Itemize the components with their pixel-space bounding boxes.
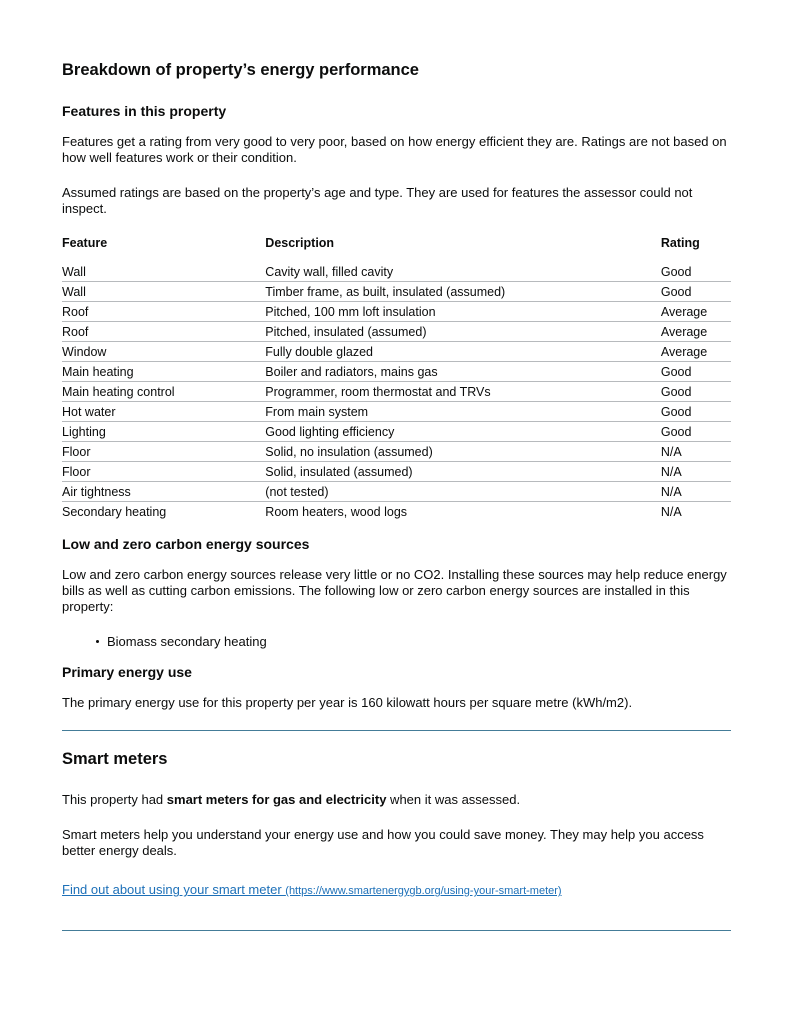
feature-cell: Main heating control — [62, 382, 265, 402]
smart-meter-link-url: (https://www.smartenergygb.org/using-your-smart-meter) — [285, 885, 562, 898]
smart-meter-link-label: Find out about using your smart meter — [62, 882, 286, 898]
feature-cell: Floor — [62, 442, 265, 462]
feature-cell: Wall — [62, 262, 265, 282]
feature-column-header: Feature — [62, 236, 108, 251]
description-cell: Good lighting efficiency — [265, 422, 661, 442]
rating-cell: N/A — [660, 505, 682, 520]
description-cell: Cavity wall, filled cavity — [265, 262, 661, 282]
table-row — [62, 342, 731, 362]
rating-cell: Good — [661, 422, 731, 442]
smart-meters-text-suffix: when it was assessed. — [386, 792, 521, 808]
feature-cell: Lighting — [62, 422, 265, 442]
table-row — [62, 302, 731, 322]
table-header-row — [62, 236, 731, 262]
rating-cell: N/A — [661, 462, 731, 482]
description-cell: Programmer, room thermostat and TRVs — [265, 382, 661, 402]
feature-cell: Secondary heating — [62, 505, 167, 520]
description-cell: Fully double glazed — [265, 342, 661, 362]
features-paragraph-1: Features get a rating from very good to very poor, based on how energy efficient they are. Ratings are not based on how well features work or their condition. — [62, 134, 727, 166]
feature-cell: Roof — [62, 302, 265, 322]
description-cell: Solid, no insulation (assumed) — [265, 442, 661, 462]
rating-cell: Good — [661, 402, 731, 422]
table-row — [62, 482, 731, 502]
low-carbon-paragraph: Low and zero carbon energy sources release very little or no CO2. Installing these sources may help reduce energy bills as well as cutting carbon emissions. The following low or zero carbon energy sources are installed in this property: — [62, 567, 727, 615]
section-divider — [62, 930, 731, 931]
description-column-header: Description — [265, 236, 335, 251]
feature-cell: Hot water — [62, 402, 265, 422]
rating-cell: Average — [661, 322, 731, 342]
rating-cell: N/A — [661, 442, 731, 462]
low-carbon-list — [62, 634, 731, 650]
description-cell: Pitched, insulated (assumed) — [265, 322, 661, 342]
smart-meters-bold-text: smart meters for gas and electricity — [166, 792, 387, 808]
rating-cell: Good — [661, 282, 731, 302]
features-paragraph-2: Assumed ratings are based on the property’s age and type. They are used for features the assessor could not inspect. — [62, 185, 693, 217]
table-row — [62, 422, 731, 442]
feature-cell: Air tightness — [62, 482, 265, 502]
smart-meter-link-row — [62, 881, 731, 899]
description-cell: Boiler and radiators, mains gas — [265, 362, 661, 382]
primary-energy-heading: Primary energy use — [62, 664, 192, 681]
description-cell: Solid, insulated (assumed) — [265, 462, 661, 482]
smart-meters-text-prefix: This property had — [62, 792, 167, 808]
section-divider — [62, 730, 731, 731]
description-cell: Timber frame, as built, insulated (assumed) — [265, 282, 661, 302]
rating-cell: Good — [661, 382, 731, 402]
feature-cell: Window — [62, 342, 265, 362]
rating-column-header: Rating — [660, 236, 700, 251]
smart-meters-heading: Smart meters — [62, 750, 168, 769]
table-row — [62, 362, 731, 382]
table-row — [62, 502, 731, 522]
features-table — [62, 236, 731, 521]
description-cell: Room heaters, wood logs — [265, 505, 408, 520]
feature-cell: Roof — [62, 322, 265, 342]
list-item: Biomass secondary heating — [107, 634, 731, 650]
features-heading: Features in this property — [62, 102, 227, 119]
table-row — [62, 462, 731, 482]
table-row — [62, 262, 731, 282]
table-row — [62, 442, 731, 462]
rating-cell: Good — [661, 362, 731, 382]
rating-cell: Average — [661, 342, 731, 362]
smart-meter-link[interactable] — [62, 882, 562, 897]
table-row — [62, 282, 731, 302]
table-row — [62, 382, 731, 402]
rating-cell: Average — [661, 302, 731, 322]
feature-cell: Floor — [62, 462, 265, 482]
table-row — [62, 402, 731, 422]
rating-cell: N/A — [661, 482, 731, 502]
table-row — [62, 322, 731, 342]
description-cell: From main system — [265, 402, 661, 422]
low-carbon-heading: Low and zero carbon energy sources — [62, 536, 310, 553]
description-cell: (not tested) — [265, 482, 661, 502]
feature-cell: Wall — [62, 282, 265, 302]
description-cell: Pitched, 100 mm loft insulation — [265, 302, 661, 322]
page-title: Breakdown of property’s energy performance — [62, 61, 419, 79]
primary-energy-paragraph: The primary energy use for this property per year is 160 kilowatt hours per square metre (kWh/m2). — [62, 695, 633, 711]
rating-cell: Good — [661, 262, 731, 282]
feature-cell: Main heating — [62, 362, 265, 382]
smart-meters-paragraph-1 — [62, 792, 731, 808]
smart-meters-paragraph-2: Smart meters help you understand your energy use and how you could save money. They may help you access better energy deals. — [62, 827, 704, 859]
